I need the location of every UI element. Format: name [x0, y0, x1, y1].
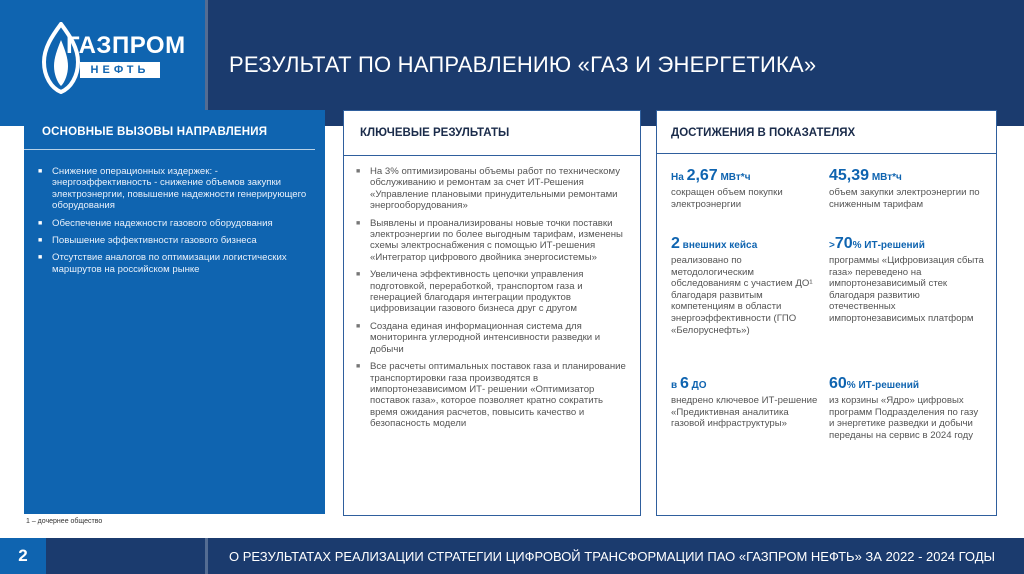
- metric-card: [671, 167, 821, 210]
- list-item: ■ Все расчеты оптимальных поставок газа и планирование транспортировки газа производятся в импортонезависимом ИТ- решении «Оптимизатор поставок газа», которое позволяет кратно сократить время ожидания расчетов, повысить качество и безопасность модели: [370, 361, 630, 429]
- footer-title: О РЕЗУЛЬТАТАХ РЕАЛИЗАЦИИ СТРАТЕГИИ ЦИФРОВОЙ ТРАНСФОРМАЦИИ ПАО «ГАЗПРОМ НЕФТЬ» ЗА 2022 - 2024 ГОДЫ: [229, 549, 996, 564]
- challenges-list: [24, 150, 325, 275]
- list-item: ■ На 3% оптимизированы объемы работ по техническому обслуживанию и ремонтам за счет ИТ-Решения «Управление плановыми принудительными ремонтами энергооборудования»: [370, 166, 630, 212]
- metric-description: из корзины «Ядро» цифровых программ Подразделения по газу и энергетике разведки и добычи переданы на сервис в 2024 году: [829, 395, 979, 441]
- challenges-title: ОСНОВНЫЕ ВЫЗОВЫ НАПРАВЛЕНИЯ: [24, 110, 315, 150]
- metric-card: [829, 167, 984, 210]
- achievements-title: ДОСТИЖЕНИЯ В ПОКАЗАТЕЛЯХ: [657, 111, 996, 154]
- metric-card: [829, 235, 984, 325]
- metric-value: На 2,67 МВт*ч: [671, 167, 751, 184]
- metric-value: в 6 ДО: [671, 375, 707, 392]
- header-divider: [205, 0, 208, 126]
- metric-value: >70% ИТ-решений: [829, 235, 925, 252]
- logo-wordmark: ГАЗПРОМ: [66, 32, 186, 59]
- results-list: [344, 156, 640, 430]
- list-item: ■ Снижение операционных издержек: - энергоэффективность - снижение объемов закупки электроэнергии, повышение надежности генерирующего оборудования: [52, 166, 311, 212]
- metric-value: 45,39 МВт*ч: [829, 167, 902, 184]
- logo-subword: НЕФТЬ: [80, 62, 160, 78]
- list-item: ■ Создана единая информационная система для мониторинга углеродной интенсивности разведки и добычи: [370, 321, 630, 355]
- metric-description: сокращен объем покупки электроэнергии: [671, 187, 783, 210]
- page-title: РЕЗУЛЬТАТ ПО НАПРАВЛЕНИЮ «ГАЗ И ЭНЕРГЕТИКА»: [229, 52, 817, 77]
- challenges-panel: [24, 110, 325, 514]
- results-title: КЛЮЧЕВЫЕ РЕЗУЛЬТАТЫ: [344, 111, 640, 156]
- page-number: 2: [0, 538, 46, 574]
- results-panel: [343, 110, 641, 516]
- metric-description: программы «Цифровизация сбыта газа» переведено на импортонезависимый стек благодаря развитию отечественных импортонезависимых платформ: [829, 255, 984, 324]
- metric-description: реализовано по методологическим обследованиям с участием ДО¹ благодаря развитым компетенциям в области энергоэффективности (ГПО «Белоруснефть»): [671, 255, 813, 336]
- list-item: ■ Выявлены и проанализированы новые точки поставки электроэнергии по более выгодным тарифам, изменены схемы электроснабжения с помощью ИТ-решения «Интегратор цифрового двойника энергосистемы»: [370, 218, 630, 264]
- footnote: 1 – дочернее общество: [26, 518, 103, 525]
- metric-value: 2 внешних кейса: [671, 235, 758, 252]
- list-item: ■ Повышение эффективности газового бизнеса: [52, 235, 311, 246]
- metric-card: [671, 235, 821, 336]
- metric-card: [671, 375, 821, 430]
- list-item: ■ Обеспечение надежности газового оборудования: [52, 218, 311, 229]
- header-bar: [0, 0, 1024, 126]
- metric-value: 60% ИТ-решений: [829, 375, 919, 392]
- footer-divider: [205, 538, 208, 574]
- list-item: ■ Отсутствие аналогов по оптимизации логистических маршрутов на российском рынке: [52, 252, 311, 275]
- achievements-panel: [656, 110, 997, 516]
- metric-description: объем закупки электроэнергии по сниженным тарифам: [829, 187, 980, 210]
- footer-bar: [0, 538, 1024, 574]
- list-item: ■ Увеличена эффективность цепочки управления подготовкой, переработкой, транспортом газа и генерацией благодаря интеграции продуктов цифровизации газового бизнеса друг с другом: [370, 269, 630, 315]
- metric-description: внедрено ключевое ИТ-решение «Предиктивная аналитика газовой инфраструктуры»: [671, 395, 818, 430]
- metric-card: [829, 375, 984, 441]
- company-logo: [0, 0, 205, 126]
